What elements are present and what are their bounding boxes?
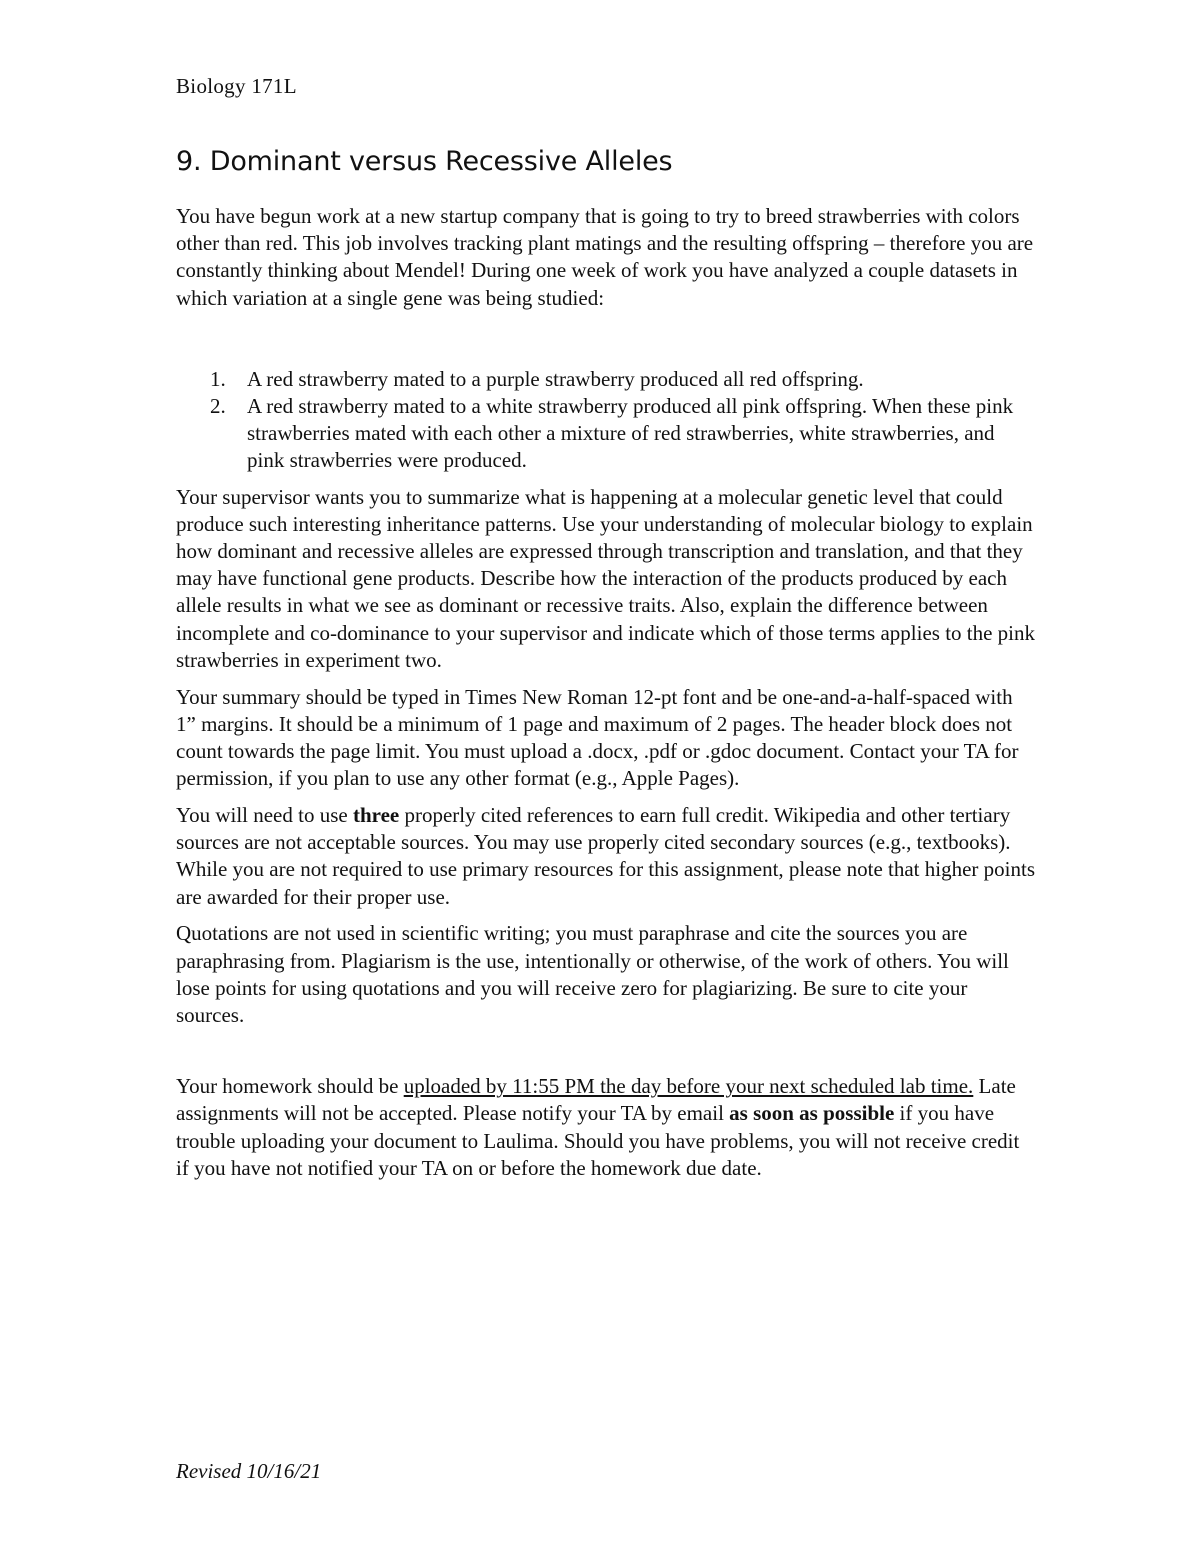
- list-item-text: A red strawberry mated to a white strawberry produced all pink offspring. When these pink strawberries mated with each other a mixture of red strawberries, white strawberries, and pink strawberries were produced.: [247, 394, 1014, 473]
- list-item-number: 2.: [210, 394, 226, 419]
- list-item-number: 1.: [210, 366, 226, 391]
- deadline-text-middle: Late assignments will not be accepted. Please notify your TA by email: [176, 1074, 1016, 1126]
- deadline-text-start: Your homework should be: [176, 1074, 404, 1099]
- deadline-text-end: if you have trouble uploading your document to Laulima. Should you have problems, you will not receive credit if you have not notified your TA on or before the homework due date.: [176, 1101, 1020, 1180]
- revision-footer: Revised 10/16/21: [176, 1459, 322, 1483]
- deadline-paragraph: [176, 1073, 1036, 1182]
- intro-paragraph: You have begun work at a new startup company that is going to try to breed strawberries with colors other than red. This job involves tracking plant matings and the resulting offspring – therefore you are constantly thinking about Mendel! During one week of work you have analyzed a couple datasets in which variation at a single gene was being studied:: [176, 204, 1034, 310]
- references-text-end: properly cited references to earn full credit. Wikipedia and other tertiary sources are not acceptable sources. You may use properly cited secondary sources (e.g., textbooks). While you are not required to use primary resources for this assignment, please note that higher points are awarded for their proper use.: [176, 803, 1036, 909]
- list-item: [176, 366, 1036, 393]
- document-body: [176, 203, 1036, 1192]
- references-count-emphasis: three: [352, 803, 400, 828]
- task-paragraph: Your supervisor wants you to summarize what is happening at a molecular genetic level that could produce such interesting inheritance patterns. Use your understanding of molecular biology to explain how dominant and recessive alleles are expressed through transcription and translation, and that they may have functional gene products. Describe how the interaction of the products produced by each allele results in what we see as dominant or recessive traits. Also, explain the difference between incomplete and co-dominance to your supervisor and indicate which of those terms applies to the pink strawberries in experiment two.: [176, 484, 1036, 672]
- list-item: [176, 393, 1036, 475]
- list-item-text: A red strawberry mated to a purple strawberry produced all red offspring.: [247, 366, 864, 391]
- experiment-list: [176, 366, 1036, 475]
- deadline-bold-text: as soon as possible: [729, 1101, 895, 1126]
- page-title: 9. Dominant versus Recessive Alleles: [176, 146, 673, 177]
- deadline-underlined-text: uploaded by 11:55 PM the day before your next scheduled lab time.: [403, 1074, 974, 1099]
- format-paragraph: Your summary should be typed in Times New Roman 12-pt font and be one-and-a-half-spaced with 1” margins. It should be a minimum of 1 page and maximum of 2 pages. The header block does not count towards the page limit. You must upload a .docx, .pdf or .gdoc document. Contact your TA for permission, if you plan to use any other format (e.g., Apple Pages).: [176, 684, 1019, 791]
- references-paragraph: [176, 802, 1036, 911]
- quotations-paragraph: Quotations are not used in scientific writing; you must paraphrase and cite the sources you are paraphrasing from. Plagiarism is the use, intentionally or otherwise, of the work of others. You will lose points for using quotations and you will receive zero for plagiarizing. Be sure to cite your sources.: [176, 921, 1009, 1028]
- course-header: Biology 171L: [176, 74, 297, 98]
- references-text-start: You will need to use: [176, 803, 353, 828]
